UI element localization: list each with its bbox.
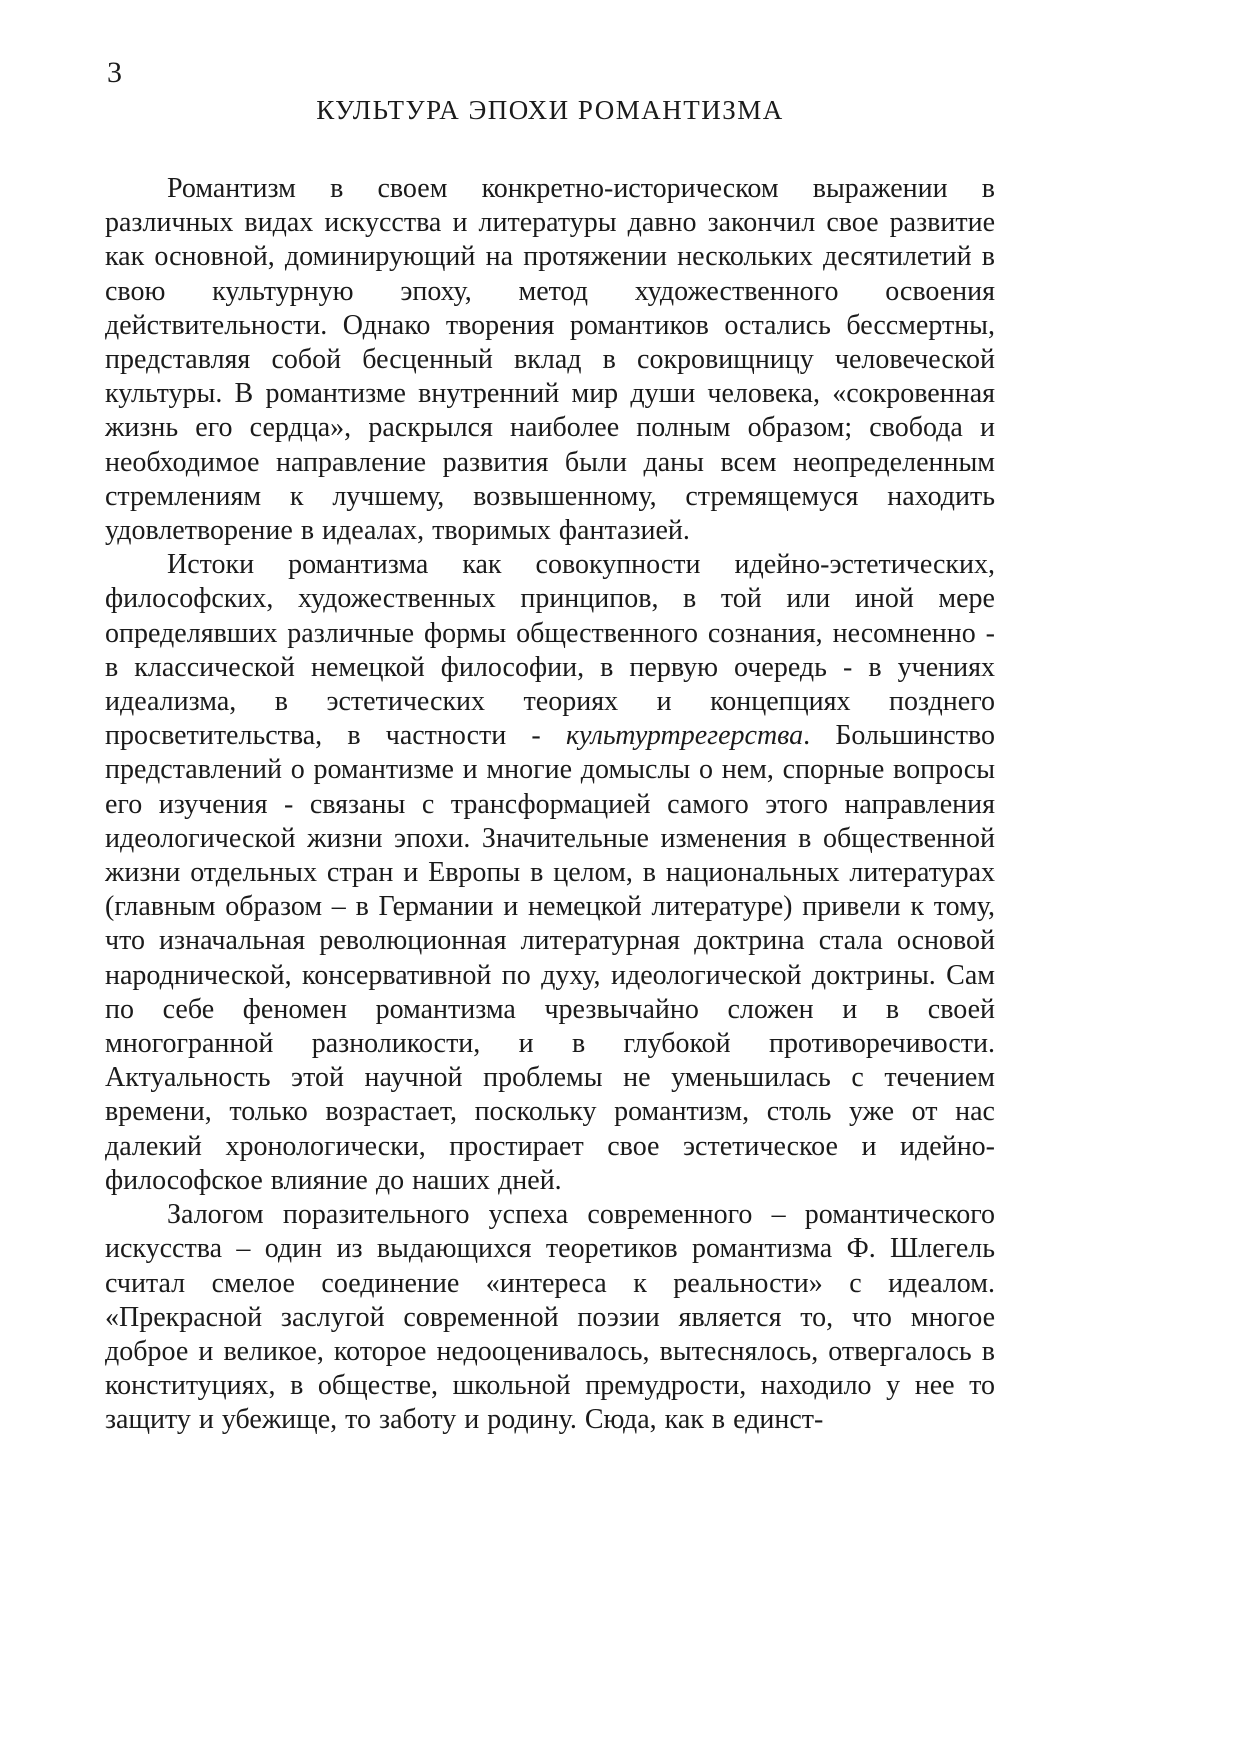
page-title: КУЛЬТУРА ЭПОХИ РОМАНТИЗМА: [316, 95, 784, 125]
paragraph-2-text-after-italic: . Большинство представлений о романтизме и многие домыслы о нем, спорные вопросы его изучения - связаны с трансформацией самого этого направления идеологической жизни эпохи. Значительные изменения в общественной жизни отдельных стран и Европы в целом, в национальных литературах (главным образом – в Германии и немецкой литературе) привели к тому, что изначальная революционная литературная доктрина стала основой народнической, консервативной по духу, идеологической доктрины. Сам по себе феномен романтизма чрезвычайно сложен и в своей многогранной разноликости, и в глубокой противоречивости. Актуальность этой научной проблемы не уменьшилась с течением времени, только возрастает, поскольку романтизм, столь уже от нас далекий хронологически, простирает свое эстетическое и идейно-философское влияние до наших дней.: [105, 720, 995, 1196]
paragraph-2: [105, 548, 995, 1198]
paragraph-1: [105, 172, 995, 548]
paragraph-1-text: Романтизм в своем конкретно-историческом выражении в различных видах искусства и литературы давно закончил свое развитие как основной, доминирующий на протяжении нескольких десятилетий в свою культурную эпоху, метод художественного освоения действительности. Однако творения романтиков остались бессмертны, представляя собой бесценный вклад в сокровищницу человеческой культуры. В романтизме внутренний мир души человека, «сокровенная жизнь его сердца», раскрылся наиболее полным образом; свобода и необходимое направление развития были даны всем неопределенным стремлениям к лучшему, возвышенному, стремящемуся находить удовлетворение в идеалах, творимых фантазией.: [105, 173, 995, 547]
text-column: [105, 56, 995, 1438]
paragraph-3-text: Залогом поразительного успеха современного – романтического искусства – один из выдающихся теоретиков романтизма Ф. Шлегель считал смелое соединение «интереса к реальности» с идеалом. «Прекрасной заслугой современной поэзии является то, что многое доброе и великое, которое недооценивалось, вытеснялось, отвергалось в конституциях, в обществе, школьной премудрости, находило у нее то защиту и убежище, то заботу и родину. Сюда, как в единст-: [105, 1199, 995, 1436]
page-number: 3: [107, 56, 122, 89]
paragraph-2-text-before-italic: Истоки романтизма как совокупности идейно-эстетических, философских, художественных принципов, в той или иной мере определявших различные формы общественного сознания, несомненно - в классической немецкой философии, в первую очередь - в учениях идеализма, в эстетических теориях и концепциях позднего просветительства, в частности -: [105, 549, 995, 752]
paragraph-3: [105, 1198, 995, 1437]
paragraph-2-italic-term: культуртрегерства: [565, 720, 804, 752]
